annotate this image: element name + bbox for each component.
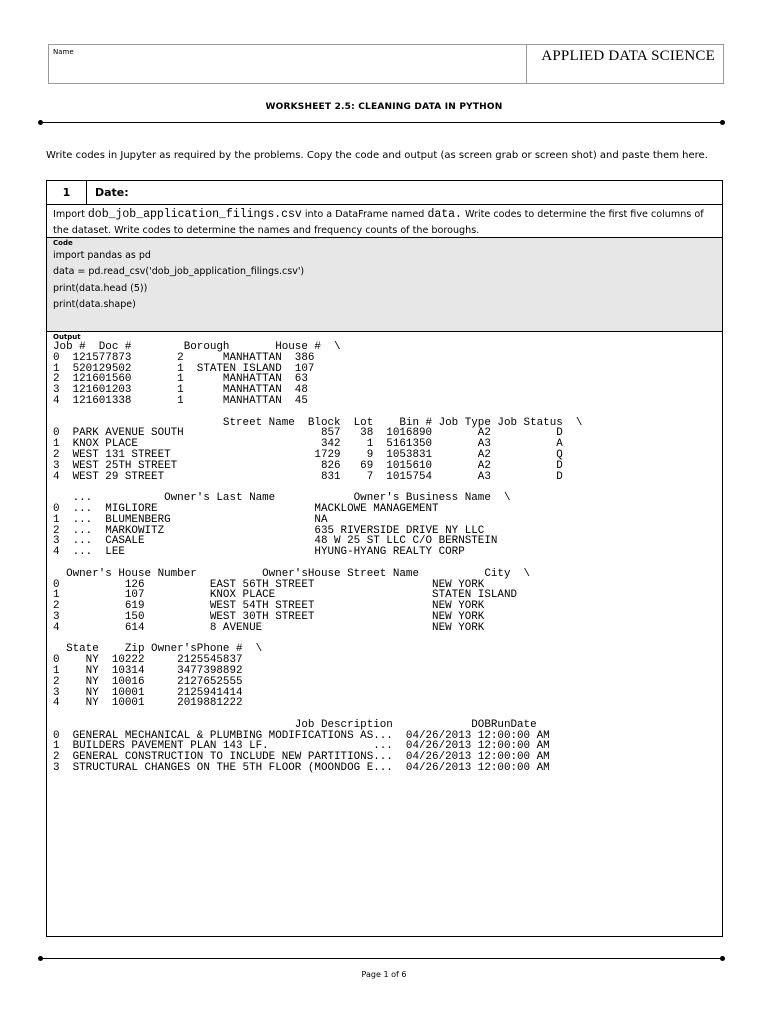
- output-line: 0 ... MIGLIORE MACKLOWE MANAGEMENT: [53, 502, 439, 515]
- output-line: 3 STRUCTURAL CHANGES ON THE 5TH FLOOR (MOONDOG E... 04/26/2013 12:00:00 AM: [53, 762, 550, 775]
- output-line: 3 WEST 25TH STREET 826 69 1015610 A2 D: [53, 459, 563, 472]
- problem-prompt: [47, 205, 722, 238]
- output-line: 4 614 8 AVENUE NEW YORK: [53, 621, 485, 634]
- output-line: 0 NY 10222 2125545837: [53, 654, 243, 667]
- code-block: [53, 248, 716, 314]
- instructions: Write codes in Jupyter as required by the problems. Copy the code and output (as screen grab or screen shot) and paste them here.: [46, 150, 708, 161]
- output-line: 0 126 EAST 56TH STREET NEW YORK: [53, 578, 485, 591]
- prompt-variable: data.: [427, 208, 462, 221]
- output-line: 3 121601203 1 MANHATTAN 48: [53, 384, 308, 397]
- output-line: 4 ... LEE HYUNG-HYANG REALTY CORP: [53, 546, 465, 559]
- top-rule: [40, 122, 723, 123]
- output-line: Job Description DOBRunDate: [53, 718, 537, 731]
- code-line: print(data.shape): [53, 299, 136, 311]
- output-line: 2 121601560 1 MANHATTAN 63: [53, 373, 308, 386]
- prompt-mid: into a DataFrame named: [301, 209, 428, 220]
- code-label: Code: [53, 239, 73, 247]
- code-section: [47, 238, 722, 332]
- code-line: print(data.head (5)): [53, 282, 148, 294]
- code-line: data = pd.read_csv('dob_job_application_filings.csv'): [53, 266, 305, 278]
- worksheet-title: WORKSHEET 2.5: CLEANING DATA IN PYTHON: [265, 102, 503, 112]
- output-section: [47, 332, 722, 936]
- output-line: 0 PARK AVENUE SOUTH 857 38 1016890 A2 D: [53, 427, 563, 440]
- output-line: 2 ... MARKOWITZ 635 RIVERSIDE DRIVE NY LLC: [53, 524, 485, 537]
- output-line: Owner's House Number Owner'sHouse Street Name City \: [53, 567, 531, 580]
- output-line: 1 NY 10314 3477398892: [53, 664, 243, 677]
- header-divider: [526, 45, 527, 83]
- output-line: 4 NY 10001 2019881222: [53, 697, 243, 710]
- prompt-pre: Import: [53, 209, 88, 220]
- output-line: 3 150 WEST 30TH STREET NEW YORK: [53, 610, 485, 623]
- page-number: Page 1 of 6: [361, 970, 407, 979]
- name-label: Name: [53, 48, 74, 56]
- output-line: 1 ... BLUMENBERG NA: [53, 513, 328, 526]
- problem-header-row: [47, 181, 722, 205]
- output-line: 2 GENERAL CONSTRUCTION TO INCLUDE NEW PARTITIONS... 04/26/2013 12:00:00 AM: [53, 751, 550, 764]
- output-line: State Zip Owner'sPhone # \: [53, 643, 263, 656]
- code-line: import pandas as pd: [53, 250, 151, 261]
- problem-table: [46, 180, 723, 937]
- output-line: ... Owner's Last Name Owner's Business Name \: [53, 492, 511, 505]
- output-block: [53, 342, 716, 774]
- output-label: Output: [53, 333, 81, 341]
- output-line: 0 121577873 2 MANHATTAN 386: [53, 351, 315, 364]
- header-box: [48, 44, 724, 84]
- output-line: 2 WEST 131 STREET 1729 9 1053831 A2 Q: [53, 448, 563, 461]
- output-line: 2 NY 10016 2127652555: [53, 675, 243, 688]
- output-line: [53, 407, 716, 418]
- output-line: 1 520129502 1 STATEN ISLAND 107: [53, 362, 315, 375]
- problem-number: 1: [47, 181, 87, 204]
- output-line: 3 ... CASALE 48 W 25 ST LLC C/O BERNSTEIN: [53, 535, 498, 548]
- prompt-post: Write codes to determine the first five columns of the dataset. Write codes to determine the names and frequency counts of the boroughs.: [53, 209, 704, 236]
- output-line: Job # Doc # Borough House # \: [53, 341, 341, 353]
- output-line: 4 WEST 29 STREET 831 7 1015754 A3 D: [53, 470, 563, 483]
- output-line: 2 619 WEST 54TH STREET NEW YORK: [53, 600, 485, 613]
- prompt-filename: dob_job_application_filings.csv: [87, 208, 302, 221]
- output-line: 1 BUILDERS PAVEMENT PLAN 143 LF. ... 04/26/2013 12:00:00 AM: [53, 740, 550, 753]
- output-line: 1 107 KNOX PLACE STATEN ISLAND: [53, 589, 518, 602]
- output-line: 3 NY 10001 2125941414: [53, 686, 243, 699]
- output-line: 4 121601338 1 MANHATTAN 45: [53, 394, 308, 407]
- course-title: APPLIED DATA SCIENCE: [541, 48, 715, 64]
- output-line: Street Name Block Lot Bin # Job Type Job Status \: [53, 416, 583, 429]
- output-line: 0 GENERAL MECHANICAL & PLUMBING MODIFICATIONS AS... 04/26/2013 12:00:00 AM: [53, 729, 550, 742]
- bottom-rule: [40, 958, 723, 959]
- date-label: Date:: [95, 186, 129, 199]
- output-line: 1 KNOX PLACE 342 1 5161350 A3 A: [53, 438, 563, 451]
